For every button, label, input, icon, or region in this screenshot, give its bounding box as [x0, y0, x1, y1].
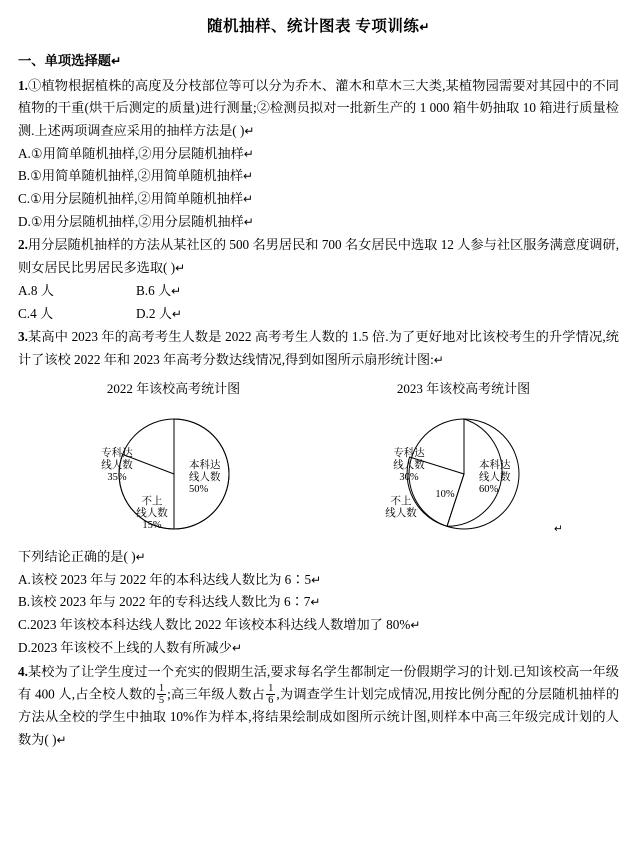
return-mark: ↵ — [171, 283, 182, 298]
return-mark: ↵ — [311, 572, 322, 587]
option-c[interactable]: C.2023 年该校本科达线人数比 2022 年该校本科达线人数增加了 80%↵ — [18, 617, 421, 633]
chart-2023 — [339, 378, 589, 544]
question-3-text: 某高中 2023 年的高考考生人数是 2022 高考考生人数的 1.5 倍.为了更好地对比该校考生的升学情况,统计了该校 2022 年和 2023 年高考分数达线情况,得到如图所示扇形统计图: — [18, 329, 619, 367]
option-d[interactable]: D.2 人↵ — [136, 305, 182, 321]
question-3-number: 3. — [18, 329, 28, 345]
return-mark: ↵ — [310, 595, 321, 610]
label-bushang-line2: 线人数 — [384, 508, 417, 520]
label-bushang-pct: 10% — [434, 489, 455, 501]
label-benke-line2: 线人数 — [188, 472, 220, 484]
page-title: 随机抽样、统计图表 专项训练↵ — [207, 18, 430, 35]
label-bushang-pct: 15% — [141, 520, 162, 532]
option-c[interactable]: C.4 人 — [18, 305, 54, 321]
section-heading: 一、单项选择题↵ — [18, 52, 122, 68]
option-a[interactable]: A.8 人 — [18, 282, 54, 298]
return-mark: ↵ — [243, 169, 254, 184]
return-mark: ↵ — [243, 192, 254, 207]
label-zhuanke-line2: 线人数 — [100, 460, 133, 472]
return-mark: ↵ — [433, 352, 444, 367]
return-mark: ↵ — [111, 53, 122, 68]
question-2-options — [18, 280, 619, 325]
chart-2022 — [49, 378, 299, 544]
option-row-ab — [18, 280, 619, 303]
return-mark: ↵ — [135, 550, 146, 565]
question-4-text-b: ;高三年级人数占 — [167, 686, 266, 702]
question-2-text: 用分层随机抽样的方法从某社区的 500 名男居民和 700 名女居民中选取 12 人参与社区服务满意度调研,则女居民比男居民多选取( ) — [18, 237, 619, 276]
fraction-one-sixth: $\frac{1}{6}$ — [268, 683, 274, 707]
chart-2022-title: 2022 年该校高考统计图 — [106, 380, 241, 396]
question-4-text-c: ,为调查学生计划完成情况,用按比例分配的分层随机抽样的方法从全校的学生中抽取 10%作为样本,将结果绘制成如图所示统计图,则样本中高三年级完成计划的人数为( ) — [18, 686, 620, 747]
option-row-cd — [18, 303, 619, 326]
return-mark: ↵ — [243, 146, 254, 161]
option-a[interactable]: A.该校 2023 年与 2022 年的本科达线人数比为 6∶5↵ — [18, 571, 322, 587]
return-mark: ↵ — [419, 20, 430, 34]
label-bushang-line1: 不上 — [141, 496, 162, 508]
return-mark: ↵ — [175, 261, 186, 276]
label-zhuanke-line1: 专科达 — [100, 448, 133, 460]
fraction-one-fifth: $\frac{1}{5}$ — [158, 683, 165, 707]
label-benke-line2: 线人数 — [478, 472, 510, 484]
label-benke-pct: 60% — [478, 484, 498, 496]
return-mark: ↵ — [171, 306, 182, 321]
pie-svg-2022 — [49, 404, 299, 544]
chart-2023-pie — [339, 404, 589, 544]
question-2 — [18, 234, 619, 279]
option-a[interactable]: A.①用简单随机抽样,②用分层随机抽样↵ — [18, 145, 254, 161]
option-b[interactable]: B.6 人↵ — [136, 282, 182, 298]
label-benke-pct: 50% — [188, 484, 208, 496]
option-b[interactable]: B.该校 2023 年与 2022 年的专科达线人数比为 6∶7↵ — [18, 594, 321, 610]
return-mark: ↵ — [410, 618, 421, 633]
option-b[interactable]: B.①用简单随机抽样,②用简单随机抽样↵ — [18, 168, 254, 184]
question-2-number: 2. — [18, 237, 28, 253]
return-mark: ↵ — [553, 524, 563, 536]
label-bushang-line1: 不上 — [390, 496, 411, 508]
return-mark: ↵ — [56, 732, 67, 747]
question-4 — [18, 661, 619, 752]
question-3-lead: 下列结论正确的是( )↵ — [18, 549, 146, 565]
return-mark: ↵ — [243, 214, 254, 229]
question-1-number: 1. — [18, 77, 28, 93]
return-mark: ↵ — [244, 123, 255, 138]
option-c[interactable]: C.①用分层随机抽样,②用简单随机抽样↵ — [18, 191, 254, 207]
pie-svg-2023 — [339, 404, 589, 544]
label-zhuanke-line2: 线人数 — [392, 460, 425, 472]
return-mark: ↵ — [231, 640, 242, 655]
label-bushang-line2: 线人数 — [135, 508, 168, 520]
question-1-options — [18, 143, 619, 234]
chart-2022-pie — [49, 404, 299, 544]
question-3 — [18, 326, 619, 371]
question-4-text-a: 某校为了让学生度过一个充实的假期生活,要求每名学生都制定一份假期学习的计划.已知该校高一年级有 400 人,占全校人数的 — [18, 663, 619, 702]
label-zhuanke-line1: 专科达 — [392, 448, 425, 460]
question-4-number: 4. — [18, 663, 28, 679]
question-3-options — [18, 569, 619, 660]
label-zhuanke-pct: 35% — [106, 472, 127, 484]
question-1-text: ①植物根据植株的高度及分枝部位等可以分为乔木、灌木和草木三大类,某植物园需要对其园中的不同植物的干重(烘干后测定的质量)进行测量;②检测员拟对一批新生产的 1 000 箱牛奶抽取 10 箱进行质量检测.上述两项调查应采用的抽样方法是( ) — [18, 77, 619, 138]
label-benke-line1: 本科达 — [188, 460, 220, 472]
option-d[interactable]: D.2023 年该校不上线的人数有所减少↵ — [18, 639, 242, 655]
label-zhuanke-pct: 30% — [398, 472, 419, 484]
option-d[interactable]: D.①用分层随机抽样,②用分层随机抽样↵ — [18, 213, 254, 229]
chart-2023-title: 2023 年该校高考统计图 — [396, 380, 531, 396]
label-benke-line1: 本科达 — [478, 460, 510, 472]
question-1 — [18, 75, 619, 143]
pie-charts-figure — [18, 378, 619, 544]
